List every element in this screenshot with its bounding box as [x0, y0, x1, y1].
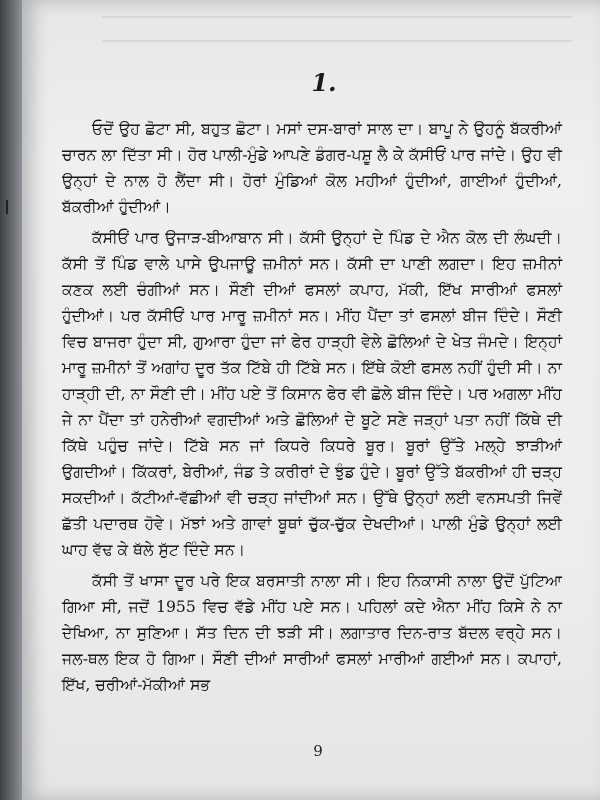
facing-page-mark: [6, 200, 8, 214]
paragraph: ਓਦੋਂ ਉਹ ਛੋਟਾ ਸੀ, ਬਹੁਤ ਛੋਟਾ। ਮਸਾਂ ਦਸ-ਬਾਰਾਂ ਸਾਲ ਦਾ। ਬਾਪੂ ਨੇ ਉਹਨੂੰ ਬੱਕਰੀਆਂ ਚਾਰਨ ਲਾ ਦਿੱਤਾ ਸੀ। ਹੋਰ ਪਾਲੀ-ਮੁੰਡੇ ਆਪਣੇ ਡੰਗਰ-ਪਸ਼ੂ ਲੈ ਕੇ ਕੱਸੀਓਂ ਪਾਰ ਜਾਂਦੇ। ਉਹ ਵੀ ਉਨ੍ਹਾਂ ਦੇ ਨਾਲ ਹੋ ਲੈਂਦਾ ਸੀ। ਹੋਰਾਂ ਮੁੰਡਿਆਂ ਕੋਲ ਮਹੀਆਂ ਹੁੰਦੀਆਂ, ਗਾਈਆਂ ਹੁੰਦੀਆਂ, ਬੱਕਰੀਆਂ ਹੁੰਦੀਆਂ।: [62, 120, 562, 216]
book-page: [22, 0, 600, 800]
facing-page-edge: [0, 0, 22, 800]
chapter-number: 1.: [311, 68, 337, 97]
show-through-text: [102, 4, 572, 52]
paragraph: ਕੱਸੀਓਂ ਪਾਰ ਉਜਾੜ-ਬੀਆਬਾਨ ਸੀ। ਕੱਸੀ ਉਨ੍ਹਾਂ ਦੇ ਪਿੰਡ ਦੇ ਐਨ ਕੋਲ ਦੀ ਲੰਘਦੀ। ਕੱਸੀ ਤੋਂ ਪਿੰਡ ਵਾਲੇ ਪਾਸੇ ਉਪਜਾਊ ਜ਼ਮੀਨਾਂ ਸਨ। ਕੱਸੀ ਦਾ ਪਾਣੀ ਲਗਦਾ। ਇਹ ਜ਼ਮੀਨਾਂ ਕਣਕ ਲਈ ਚੰਗੀਆਂ ਸਨ। ਸੌਣੀ ਦੀਆਂ ਫਸਲਾਂ ਕਪਾਹ, ਮੱਕੀ, ਇੱਖ ਸਾਰੀਆਂ ਫਸਲਾਂ ਹੁੰਦੀਆਂ। ਪਰ ਕੱਸੀਓਂ ਪਾਰ ਮਾਰੂ ਜ਼ਮੀਨਾਂ ਸਨ। ਮੀਂਹ ਪੈਂਦਾ ਤਾਂ ਫਸਲਾਂ ਬੀਜ ਦਿੰਦੇ। ਸੌਣੀ ਵਿਚ ਬਾਜਰਾ ਹੁੰਦਾ ਸੀ, ਗੁਆਰਾ ਹੁੰਦਾ ਜਾਂ ਫੇਰ ਹਾੜ੍ਹੀ ਵੇਲੇ ਛੋਲਿਆਂ ਦੇ ਖੇਤ ਜੰਮਦੇ। ਇਨ੍ਹਾਂ ਮਾਰੂ ਜ਼ਮੀਨਾਂ ਤੋਂ ਅਗਾਂਹ ਦੂਰ ਤੱਕ ਟਿੱਬੇ ਹੀ ਟਿੱਬੇ ਸਨ। ਇੱਥੇ ਕੋਈ ਫਸਲ ਨਹੀਂ ਹੁੰਦੀ ਸੀ। ਨਾ ਹਾੜ੍ਹੀ ਦੀ, ਨਾ ਸੌਣੀ ਦੀ। ਮੀਂਹ ਪਏ ਤੋਂ ਕਿਸਾਨ ਫੇਰ ਵੀ ਛੋਲੇ ਬੀਜ ਦਿੰਦੇ। ਪਰ ਅਗਲਾ ਮੀਂਹ ਜੇ ਨਾ ਪੈਂਦਾ ਤਾਂ ਹਨੇਰੀਆਂ ਵਗਦੀਆਂ ਅਤੇ ਛੋਲਿਆਂ ਦੇ ਬੂਟੇ ਸਣੇ ਜੜ੍ਹਾਂ ਪਤਾ ਨਹੀਂ ਕਿੱਥੇ ਦੀ ਕਿੱਥੇ ਪਹੁੰਚ ਜਾਂਦੇ। ਟਿੱਬੇ ਸਨ ਜਾਂ ਕਿਧਰੇ ਕਿਧਰੇ ਬੂਰ। ਬੂਰਾਂ ਉੱਤੇ ਮਲ੍ਹੇ ਝਾੜੀਆਂ ਉਗਦੀਆਂ। ਕਿੱਕਰਾਂ, ਬੇਰੀਆਂ, ਜੰਡ ਤੇ ਕਰੀਰਾਂ ਦੇ ਝੁੰਡ ਹੁੰਦੇ। ਬੂਰਾਂ ਉੱਤੇ ਬੱਕਰੀਆਂ ਹੀ ਚੜ੍ਹ ਸਕਦੀਆਂ। ਕੱਟੀਆਂ-ਵੱਛੀਆਂ ਵੀ ਚੜ੍ਹ ਜਾਂਦੀਆਂ ਸਨ। ਉੱਥੇ ਉਨ੍ਹਾਂ ਲਈ ਵਨਸਪਤੀ ਜਿਵੇਂ ਛੱਤੀ ਪਦਾਰਥ ਹੋਵੇ। ਮੱਝਾਂ ਅਤੇ ਗਾਵਾਂ ਬੂਥਾਂ ਚੁੱਕ-ਚੁੱਕ ਦੇਖਦੀਆਂ। ਪਾਲੀ ਮੁੰਡੇ ਉਨ੍ਹਾਂ ਲਈ ਘਾਹ ਵੱਢ ਕੇ ਥੱਲੇ ਸੁੱਟ ਦਿੰਦੇ ਸਨ।: [62, 229, 562, 559]
body-text: [62, 116, 562, 698]
paragraph: ਕੱਸੀ ਤੋਂ ਖਾਸਾ ਦੂਰ ਪਰੇ ਇਕ ਬਰਸਾਤੀ ਨਾਲਾ ਸੀ। ਇਹ ਨਿਕਾਸੀ ਨਾਲਾ ਉਦੋਂ ਪੁੱਟਿਆ ਗਿਆ ਸੀ, ਜਦੋਂ 1955 ਵਿਚ ਵੱਡੇ ਮੀਂਹ ਪਏ ਸਨ। ਪਹਿਲਾਂ ਕਦੇ ਐਨਾ ਮੀਂਹ ਕਿਸੇ ਨੇ ਨਾ ਦੇਖਿਆ, ਨਾ ਸੁਣਿਆ। ਸੱਤ ਦਿਨ ਦੀ ਝੜੀ ਸੀ। ਲਗਾਤਾਰ ਦਿਨ-ਰਾਤ ਬੱਦਲ ਵਰ੍ਹੇ ਸਨ। ਜਲ-ਥਲ ਇਕ ਹੋ ਗਿਆ। ਸੌਣੀ ਦੀਆਂ ਸਾਰੀਆਂ ਫਸਲਾਂ ਮਾਰੀਆਂ ਗਈਆਂ ਸਨ। ਕਪਾਹਾਂ, ਇੱਖ, ਚਰੀਆਂ-ਮੱਕੀਆਂ ਸਭ: [62, 572, 562, 694]
page-number: 9: [313, 742, 323, 760]
